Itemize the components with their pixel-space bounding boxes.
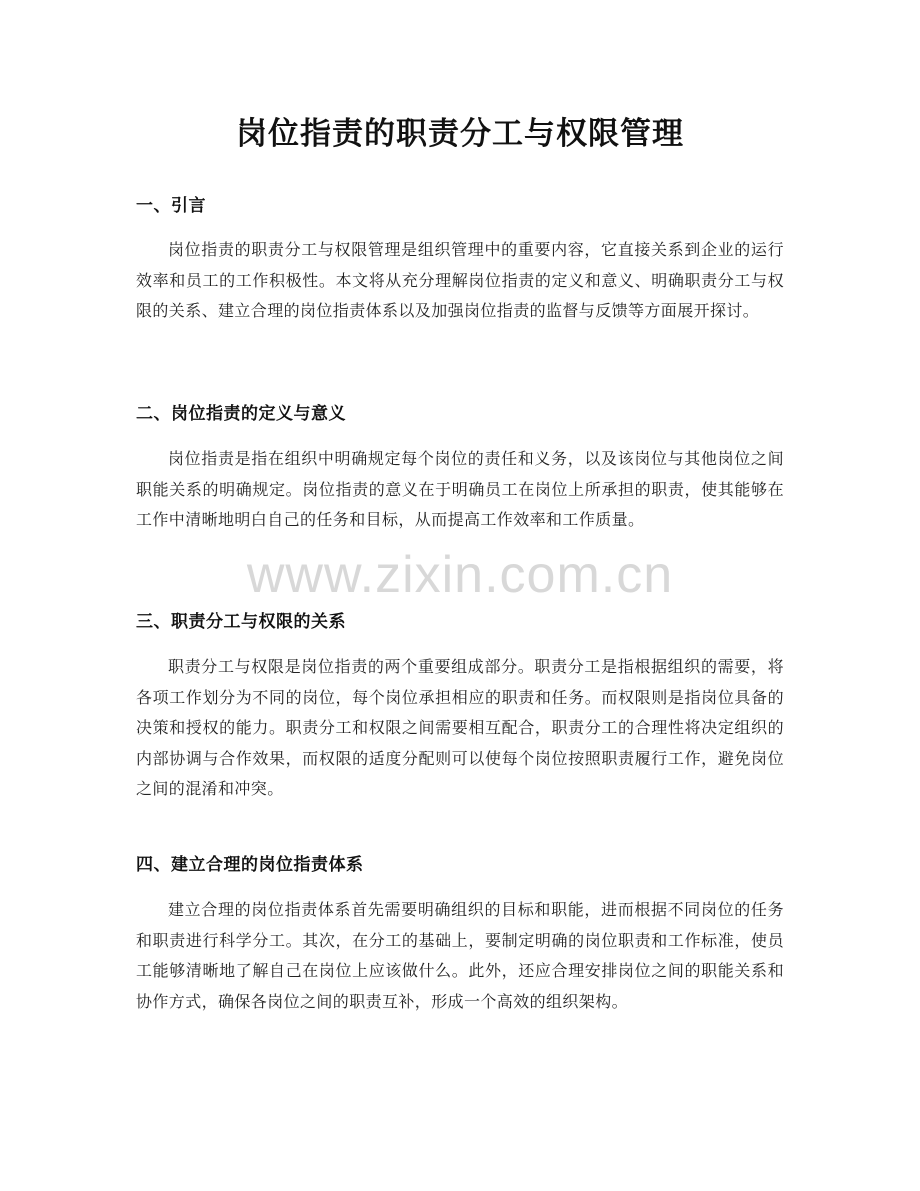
section-paragraph-1: 岗位指责的职责分工与权限管理是组织管理中的重要内容，它直接关系到企业的运行效率和员工的工作积极性。本文将从充分理解岗位指责的定义和意义、明确职责分工与权限的关系、建立合理的岗位指责体系以及加强岗位指责的监督与反馈等方面展开探讨。: [136, 240, 784, 320]
section-heading-3: 三、职责分工与权限的关系: [136, 612, 346, 632]
watermark: www.zixin.com.cn: [246, 546, 674, 604]
section-heading-1: 一、引言: [136, 196, 206, 216]
section-paragraph-3: 职责分工与权限是岗位指责的两个重要组成部分。职责分工是指根据组织的需要，将各项工作划分为不同的岗位，每个岗位承担相应的职责和任务。而权限则是指岗位具备的决策和授权的能力。职责分工和权限之间需要相互配合，职责分工的合理性将决定组织的内部协调与合作效果，而权限的适度分配则可以使每个岗位按照职责履行工作，避免岗位之间的混淆和冲突。: [136, 657, 784, 798]
section-heading-2: 二、岗位指责的定义与意义: [136, 404, 346, 424]
document-title: 岗位指责的职责分工与权限管理: [236, 116, 684, 152]
section-paragraph-4: 建立合理的岗位指责体系首先需要明确组织的目标和职能，进而根据不同岗位的任务和职责进行科学分工。其次，在分工的基础上，要制定明确的岗位职责和工作标准，使员工能够清晰地了解自己在岗位上应该做什么。此外，还应合理安排岗位之间的职能关系和协作方式，确保各岗位之间的职责互补，形成一个高效的组织架构。: [136, 900, 784, 1011]
section-paragraph-2: 岗位指责是指在组织中明确规定每个岗位的责任和义务，以及该岗位与其他岗位之间职能关系的明确规定。岗位指责的意义在于明确员工在岗位上所承担的职责，使其能够在工作中清晰地明白自己的任务和目标，从而提高工作效率和工作质量。: [136, 449, 784, 529]
section-heading-4: 四、建立合理的岗位指责体系: [136, 855, 364, 875]
